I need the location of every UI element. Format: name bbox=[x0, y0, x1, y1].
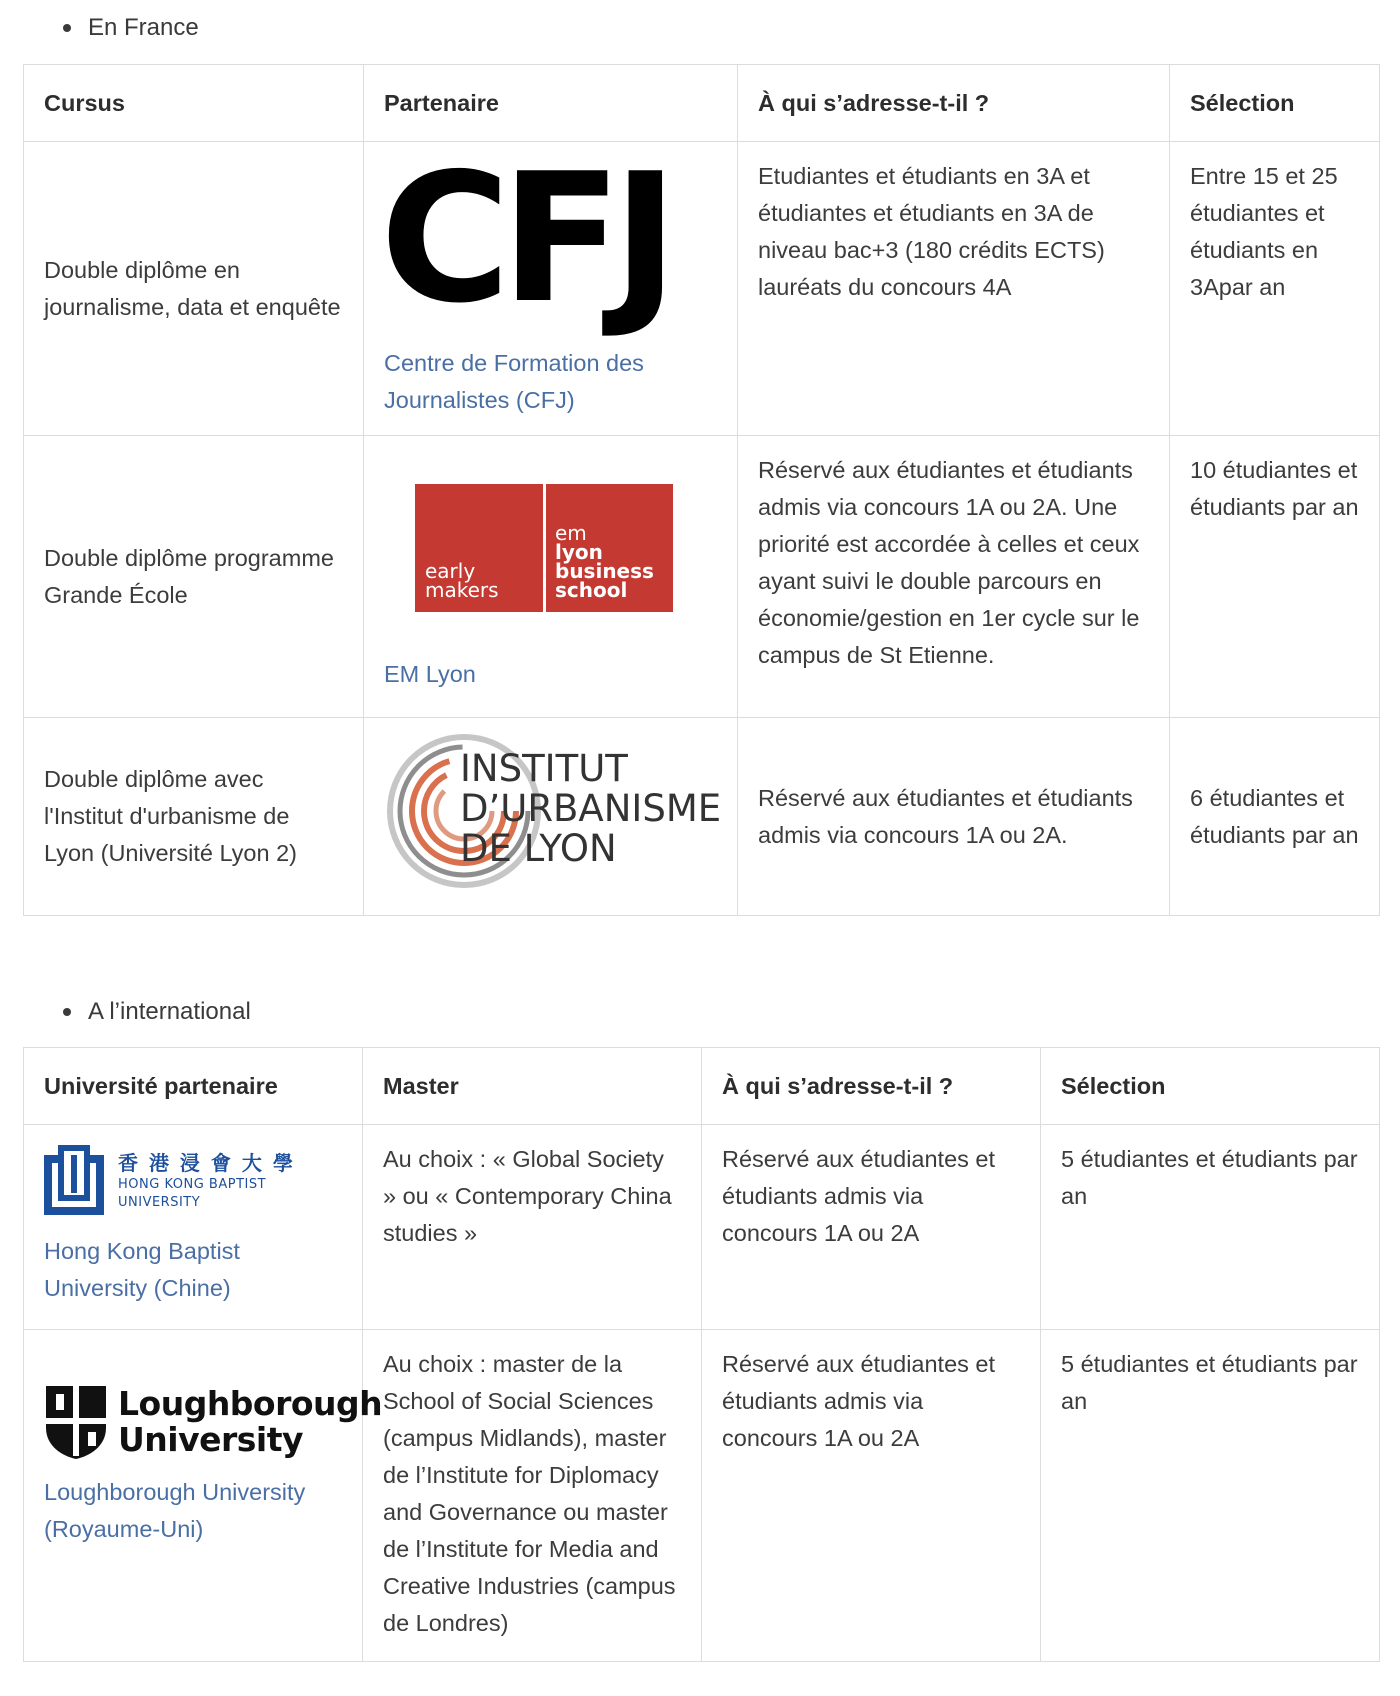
table-header-row bbox=[24, 1048, 1380, 1125]
bullet-label: A l’international bbox=[88, 998, 251, 1025]
hkbu-english-name: HONG KONG BAPTIST UNIVERSITY bbox=[118, 1177, 267, 1210]
selection-cell: 5 étudiantes et étudiants par an bbox=[1041, 1330, 1380, 1662]
bullet-dot bbox=[63, 24, 71, 32]
partner-link-loughborough[interactable]: Loughborough University (Royaume-Uni) bbox=[44, 1478, 306, 1542]
table-row bbox=[24, 1330, 1380, 1662]
hkbu-logo-text bbox=[118, 1150, 342, 1212]
idul-line-3: DE LYON bbox=[460, 827, 617, 870]
hkbu-logo bbox=[44, 1145, 342, 1217]
lyon-text: lyon bbox=[555, 540, 603, 564]
header-selection: Sélection bbox=[1041, 1048, 1380, 1125]
early-text: early bbox=[425, 559, 476, 583]
partner-cell bbox=[364, 718, 738, 916]
logo-divider bbox=[543, 484, 546, 612]
selection-cell: Entre 15 et 25 étudiantes et étudiants en 3Apar an bbox=[1170, 142, 1380, 436]
cursus-cell: Double diplôme programme Grande École bbox=[24, 436, 364, 718]
university-word: University bbox=[118, 1419, 304, 1459]
audience-cell: Réservé aux étudiantes et étudiants admis via concours 1A ou 2A. bbox=[738, 718, 1170, 916]
header-partenaire: Partenaire bbox=[364, 65, 738, 142]
partner-cell bbox=[24, 1125, 363, 1330]
idul-logo bbox=[384, 731, 733, 902]
business-text: business bbox=[555, 559, 654, 583]
idul-line-1: INSTITUT bbox=[460, 747, 628, 790]
master-cell: Au choix : master de la School of Social Sciences (campus Midlands), master de l’Institute for Diplomacy and Governance ou master de l’Institute for Media and Creative Industries (campus de Londres) bbox=[363, 1330, 702, 1662]
cfj-logo-text: CFJ bbox=[380, 135, 669, 342]
selection-cell: 5 étudiantes et étudiants par an bbox=[1041, 1125, 1380, 1330]
loughborough-word: Loughborough bbox=[118, 1383, 383, 1423]
partner-cell bbox=[24, 1330, 383, 1662]
hkbu-emblem-icon bbox=[44, 1145, 104, 1217]
idul-logo-image bbox=[384, 731, 734, 891]
selection-cell: 10 étudiantes et étudiants par an bbox=[1170, 436, 1380, 718]
audience-cell: Réservé aux étudiantes et étudiants admis via concours 1A ou 2A. Une priorité est accordée à celles et ceux ayant suivi le double parcours en économie/gestion en 1er cycle sur le campus de St Etienne. bbox=[738, 436, 1170, 718]
header-selection: Sélection bbox=[1170, 65, 1380, 142]
header-audience: À qui s’adresse-t-il ? bbox=[738, 65, 1170, 142]
international-table bbox=[23, 1047, 1380, 1662]
bullet-label: En France bbox=[88, 14, 199, 41]
bullet-international bbox=[63, 997, 251, 1027]
table-row bbox=[24, 142, 1380, 436]
loughborough-wordmark bbox=[118, 1383, 383, 1459]
header-master: Master bbox=[363, 1048, 702, 1125]
em-text: em bbox=[555, 521, 587, 545]
master-cell: Au choix : « Global Society » ou « Contemporary China studies » bbox=[363, 1125, 702, 1330]
loughborough-logo bbox=[44, 1383, 383, 1460]
idul-line-2: D’URBANISME bbox=[460, 787, 722, 830]
early-makers-text bbox=[425, 559, 499, 602]
header-universite: Université partenaire bbox=[24, 1048, 363, 1125]
table-row bbox=[24, 436, 1380, 718]
header-audience: À qui s’adresse-t-il ? bbox=[702, 1048, 1041, 1125]
audience-cell: Réservé aux étudiantes et étudiants admis via concours 1A ou 2A bbox=[702, 1330, 1041, 1662]
partner-link-cfj[interactable]: Centre de Formation des Journalistes (CFJ) bbox=[384, 350, 644, 413]
table-row bbox=[24, 1125, 1380, 1330]
partner-link-hkbu[interactable]: Hong Kong Baptist University (Chine) bbox=[44, 1238, 240, 1301]
audience-cell: Etudiantes et étudiants en 3A et étudiantes et étudiants en 3A de niveau bac+3 (180 crédits ECTS) lauréats du concours 4A bbox=[738, 142, 1170, 436]
cfj-logo bbox=[380, 135, 717, 342]
partner-cell bbox=[364, 436, 738, 718]
cursus-cell: Double diplôme en journalisme, data et enquête bbox=[24, 142, 364, 436]
makers-text: makers bbox=[425, 578, 499, 602]
school-text: school bbox=[555, 578, 628, 602]
partner-link-emlyon[interactable]: EM Lyon bbox=[384, 661, 476, 687]
cursus-cell: Double diplôme avec l'Institut d'urbanisme de Lyon (Université Lyon 2) bbox=[24, 718, 364, 916]
table-row bbox=[24, 718, 1380, 916]
selection-cell: 6 étudiantes et étudiants par an bbox=[1170, 718, 1380, 916]
table-header-row bbox=[24, 65, 1380, 142]
header-cursus: Cursus bbox=[24, 65, 364, 142]
cfj-logo-image bbox=[380, 135, 669, 342]
bullet-en-france bbox=[63, 13, 199, 43]
loughborough-shield-icon bbox=[44, 1384, 108, 1460]
bullet-dot bbox=[63, 1008, 71, 1016]
emlyon-logo bbox=[415, 484, 673, 612]
emlyon-text bbox=[555, 521, 654, 602]
audience-cell: Réservé aux étudiantes et étudiants admis via concours 1A ou 2A bbox=[702, 1125, 1041, 1330]
france-table bbox=[23, 64, 1380, 916]
partner-cell bbox=[364, 135, 738, 436]
hkbu-chinese-name: 香 港 浸 會 大 學 bbox=[118, 1151, 295, 1175]
